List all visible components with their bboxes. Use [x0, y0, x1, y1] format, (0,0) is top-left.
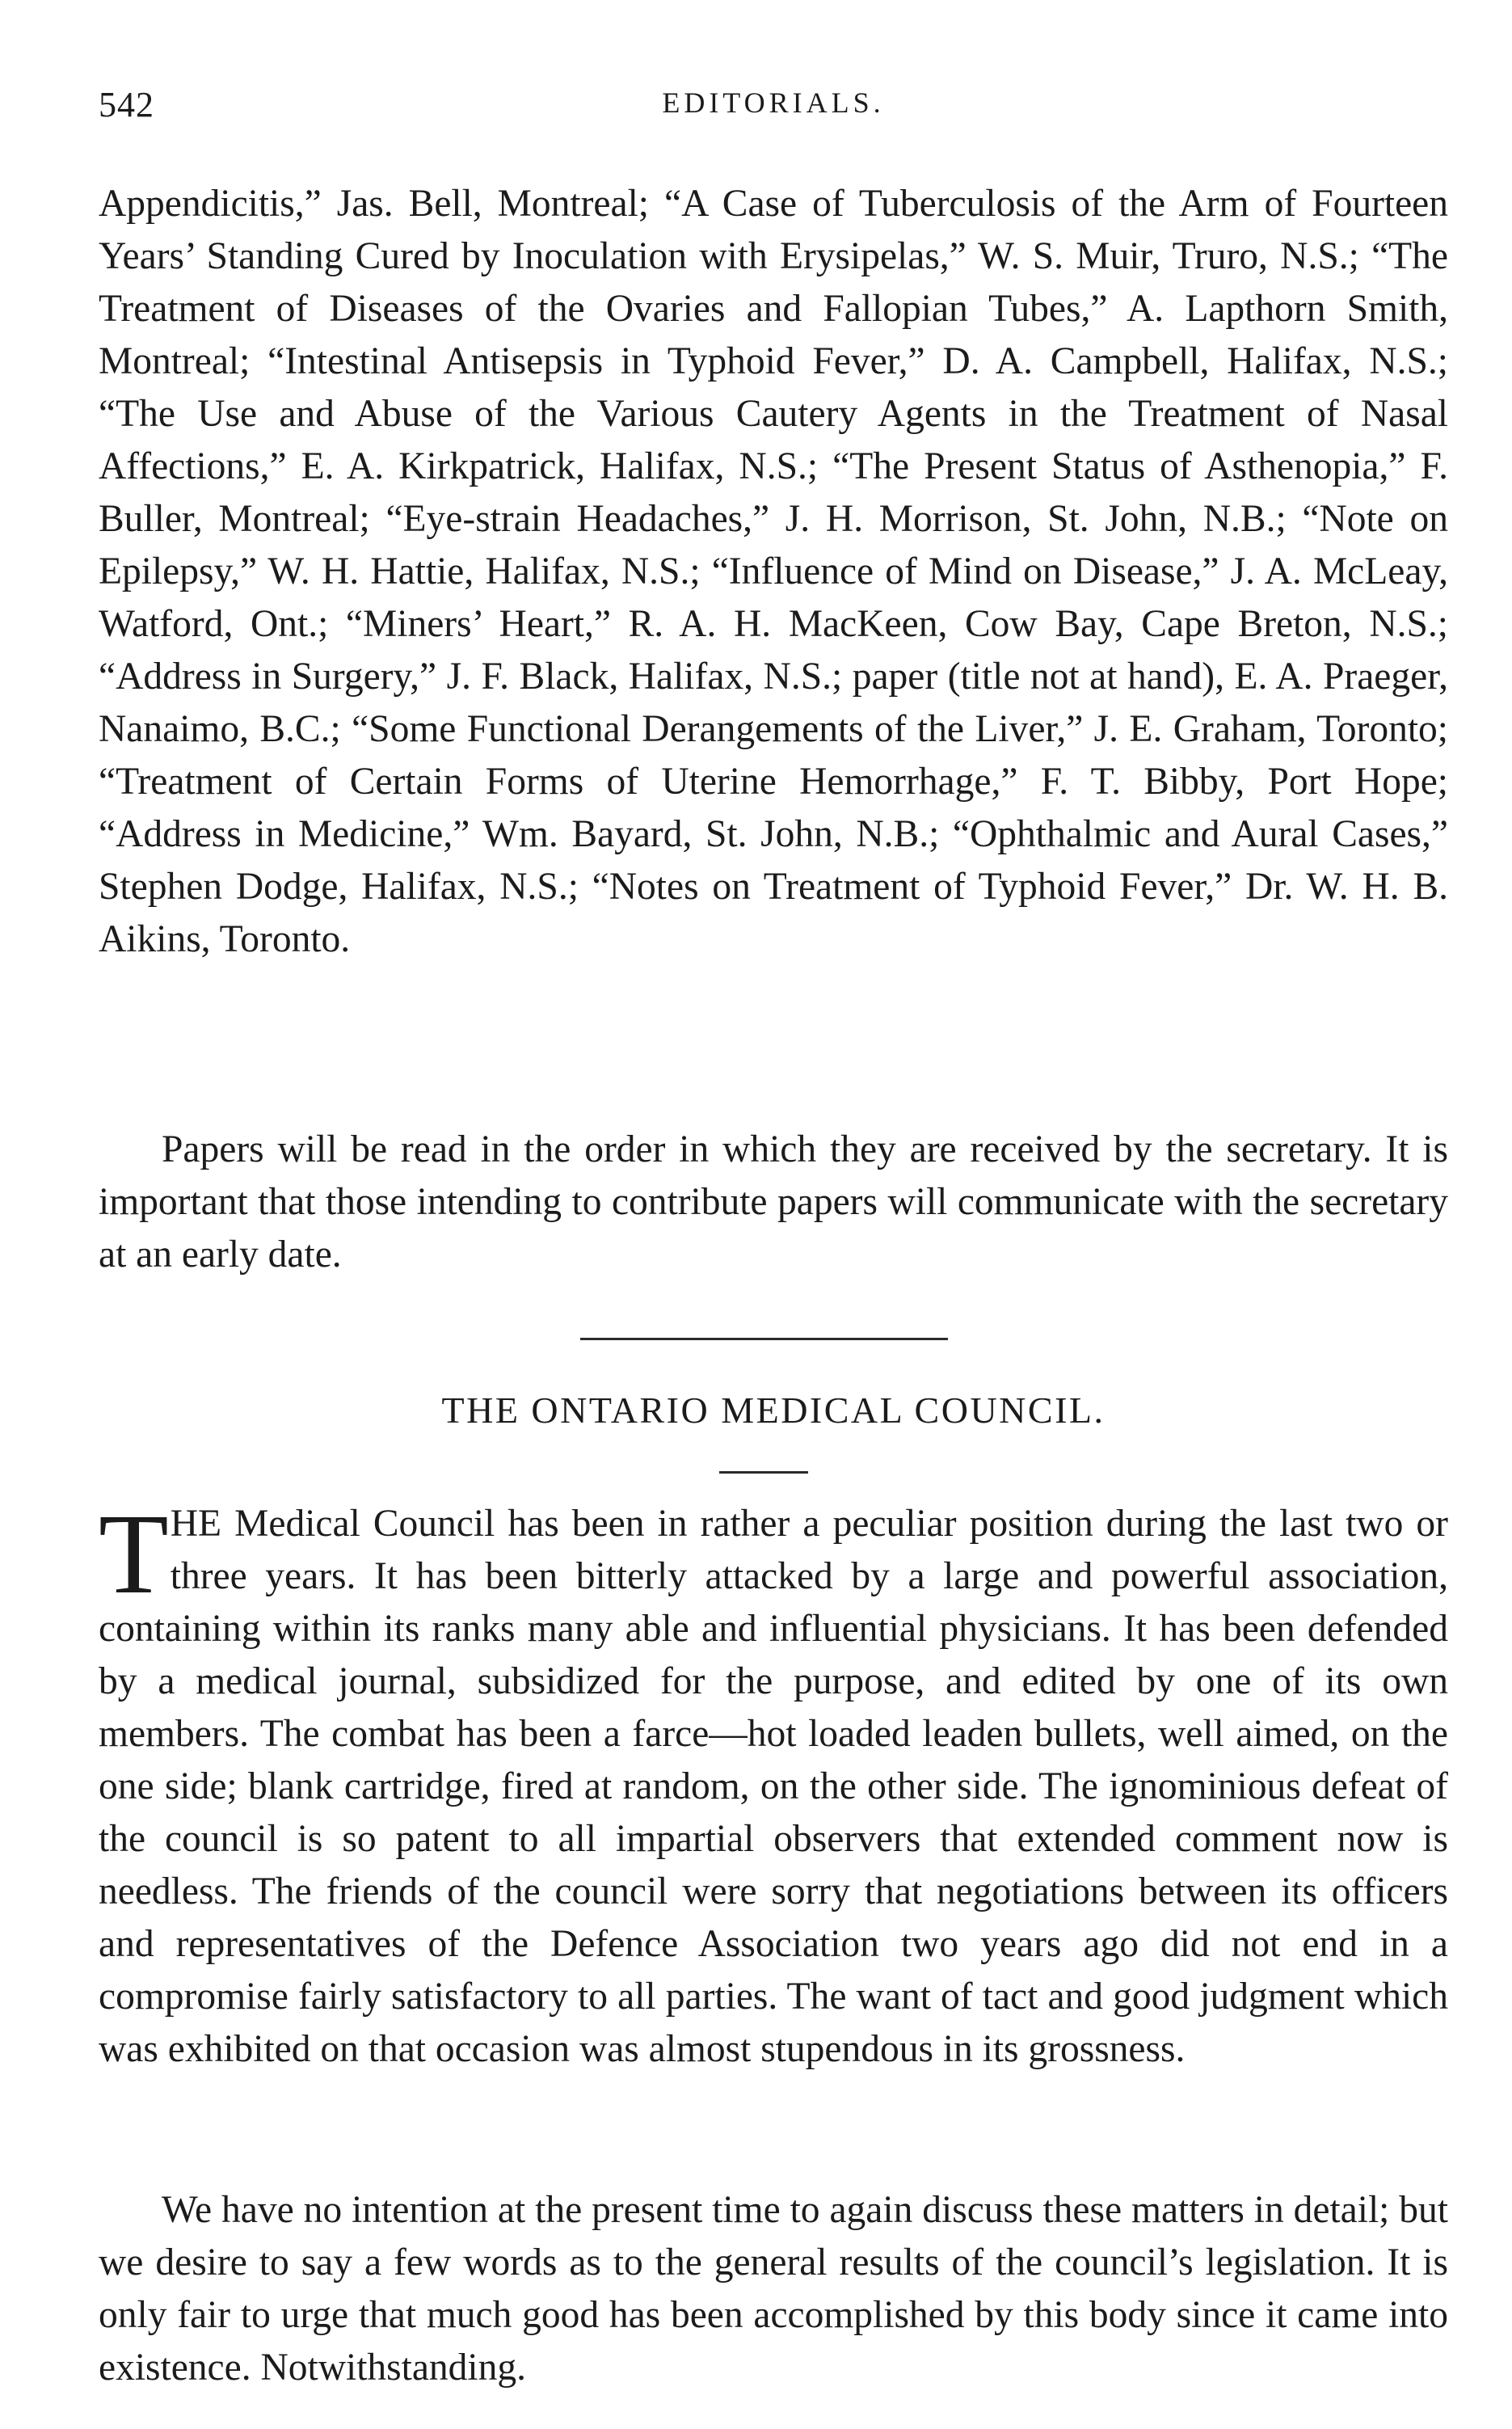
section-heading: EDITORIALS.: [662, 86, 885, 119]
paragraph-papers-list: Appendicitis,” Jas. Bell, Montreal; “A Case of Tuberculosis of the Arm of Fourteen Years’ Standing Cured by Inoculation with Erysipelas,” W. S. Muir, Truro, N.S.; “The Treatment of Diseases of the Ovaries and Fallopian Tubes,” A. Lapthorn Smith, Montreal; “Intestinal Antisepsis in Typhoid Fever,” D. A. Campbell, Halifax, N.S.; “The Use and Abuse of the Various Cautery Agents in the Treatment of Nasal Affections,” E. A. Kirkpatrick, Halifax, N.S.; “The Present Status of Asthenopia,” F. Buller, Montreal; “Eye-strain Headaches,” J. H. Morrison, St. John, N.B.; “Note on Epilepsy,” W. H. Hattie, Halifax, N.S.; “Influence of Mind on Disease,” J. A. McLeay, Watford, Ont.; “Miners’ Heart,” R. A. H. MacKeen, Cow Bay, Cape Breton, N.S.; “Address in Surgery,” J. F. Black, Halifax, N.S.; paper (title not at hand), E. A. Praeger, Nanaimo, B.C.; “Some Functional Derangements of the Liver,” J. E. Graham, Toronto; “Treatment of Certain Forms of Uterine Hemorrhage,” F. T. Bibby, Port Hope; “Address in Medicine,” Wm. Bayard, St. John, N.B.; “Ophthalmic and Aural Cases,” Stephen Dodge, Halifax, N.S.; “Notes on Treatment of Typhoid Fever,” Dr. W. H. B. Aikins, Toronto.: [99, 183, 1448, 960]
section-divider-rule: [580, 1338, 948, 1340]
page-number: 542: [99, 85, 154, 124]
drop-cap-letter: T: [99, 1490, 169, 1617]
section-title: THE ONTARIO MEDICAL COUNCIL.: [441, 1390, 1106, 1431]
paragraph-council-position-text: HE Medical Council has been in rather a peculiar position during the last two or three years. It has been bitterly attacked by a large and powerful association, containing within its ranks many able and influential physicians. It has been defended by a medical journal, subsidized for the purpose, and edited by one of its own members. The combat has been a farce—hot loaded leaden bullets, well aimed, on the one side; blank cartridge, fired at random, on the other side. The ignominious defeat of the council is so patent to all impartial observers that extended comment now is needless. The friends of the council were sorry that negotiations between its officers and representatives of the Defence Association two years ago did not end in a compromise fairly satisfactory to all parties. The want of tact and good judgment which was exhibited on that occasion was almost stupendous in its grossness.: [99, 1503, 1448, 2070]
paragraph-papers-order: Papers will be read in the order in which they are received by the secretary. It is important that those intending to contribute papers will communicate with the secretary at an early date.: [99, 1128, 1448, 1276]
running-head: [99, 84, 1448, 133]
paragraph-council-legislation: We have no intention at the present time to again discuss these matters in detail; but we desire to say a few words as to the general results of the council’s legislation. It is only fair to urge that much good has been accomplished by this body since it came into existence. Notwithstanding.: [99, 2189, 1448, 2389]
title-underline-rule: [719, 1471, 808, 1474]
paragraph-council-position: [99, 1490, 1448, 2076]
